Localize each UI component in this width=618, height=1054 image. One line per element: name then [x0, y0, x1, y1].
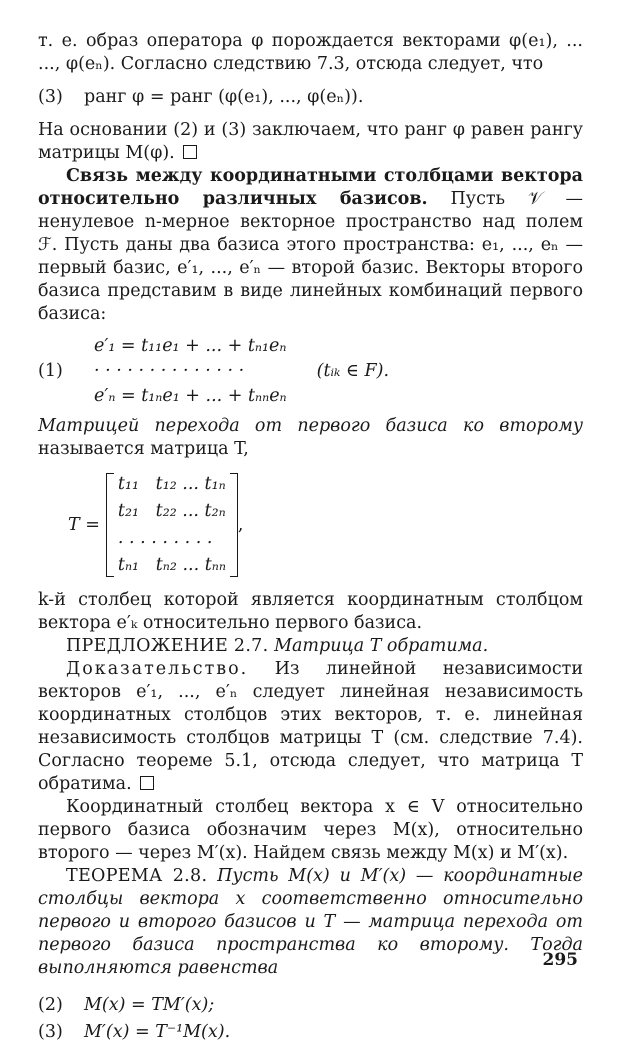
system-number: (1) — [38, 361, 63, 381]
paragraph-definition — [38, 415, 583, 461]
system-line-1: e′₁ = t₁₁e₁ + ... + tₙ₁eₙ — [94, 336, 287, 356]
section-text: Пусть 𝒱 — ненулевое n-мерное векторное пространство над полем ℱ. Пусть даны два базиса этого пространства: e₁, ..., eₙ — первый базис, e′₁, ..., e′ₙ — второй базис. Векторы второго базиса представим в виде линейных комбинаций первого базиса: — [38, 189, 583, 324]
paragraph-conclusion — [38, 119, 583, 165]
matrix-row-3: . . . . . . . . . — [117, 528, 213, 548]
matrix-row-1: t₁₁ t₁₂ ... t₁ₙ — [117, 474, 226, 494]
formula-body: M′(x) = T⁻¹M(x). — [84, 1022, 231, 1042]
matrix-formula — [68, 471, 583, 579]
conclusion-text: На основании (2) и (3) заключаем, что ранг φ равен рангу матрицы M(φ). — [38, 120, 583, 163]
system-line-3: e′ₙ = t₁ₙe₁ + ... + tₙₙeₙ — [94, 386, 287, 406]
proposition-body: Матрица T обратима. — [274, 636, 489, 656]
matrix-row-2: t₂₁ t₂₂ ... t₂ₙ — [117, 501, 226, 521]
paragraph-section — [38, 165, 583, 326]
matrix-row-4: tₙ₁ tₙ₂ ... tₙₙ — [117, 555, 226, 575]
paragraph-intro: т. е. образ оператора φ порождается векторами φ(e₁), ... ..., φ(eₙ). Согласно следствию 7.3, отсюда следует, что — [38, 31, 583, 74]
formula-theorem-2 — [38, 994, 583, 1017]
matrix-lhs: T = — [68, 514, 100, 535]
proof-heading: Доказательство. — [66, 659, 249, 679]
proposition — [38, 635, 583, 658]
definition-term: Матрицей перехода от первого базиса ко второму — [38, 416, 583, 436]
formula-theorem-3 — [38, 1021, 583, 1044]
formula-number: (3) — [38, 87, 63, 107]
matrix-comma: , — [237, 514, 244, 535]
formula-number: (2) — [38, 995, 63, 1015]
theorem-heading: ТЕОРЕМА 2.8. — [66, 866, 208, 886]
section-heading: Связь между координатными столбцами вектора относительно различных базисов. — [38, 166, 583, 209]
formula-body: ранг φ = ранг (φ(e₁), ..., φ(eₙ)). — [84, 87, 364, 107]
matrix-T — [106, 471, 238, 579]
qed-box-icon — [140, 776, 154, 790]
theorem-body: Пусть M(x) и M′(x) — координатные столбцы вектора x соответственно относительно первого и второго базисов и T — матрица перехода от первого базиса пространства ко второму. Тогда выполняются равенства — [38, 866, 583, 978]
formula-system — [38, 334, 583, 409]
system-lines — [94, 334, 287, 409]
system-condition: (tᵢₖ ∈ F). — [316, 361, 390, 381]
definition-rest: называется матрица T, — [38, 439, 249, 459]
page-number: 295 — [542, 950, 578, 970]
theorem — [38, 865, 583, 980]
qed-box-icon — [183, 145, 197, 159]
paragraph-coordinates: Координатный столбец вектора x ∈ V относительно первого базиса обозначим через M(x), относительно второго — через M′(x). Найдем связь между M(x) и M′(x). — [38, 797, 583, 863]
system-line-2: · · · · · · · · · · · · · · — [94, 361, 245, 381]
paragraph-column: k-й столбец которой является координатным столбцом вектора e′ₖ относительно первого базиса. — [38, 590, 583, 633]
formula-rank — [38, 86, 583, 109]
page-body — [38, 30, 583, 1054]
proposition-heading: ПРЕДЛОЖЕНИЕ 2.7. — [66, 636, 269, 656]
formula-body: M(x) = TM′(x); — [84, 995, 215, 1015]
proof — [38, 658, 583, 796]
proof-body: Из линейной независимости векторов e′₁, ..., e′ₙ следует линейная независимость координатных столбцов этих векторов, т. е. линейная независимость столбцов матрицы T (см. следствие 7.4). Согласно теореме 5.1, отсюда следует, что матрица T обратима. — [38, 659, 583, 794]
formula-number: (3) — [38, 1022, 63, 1042]
